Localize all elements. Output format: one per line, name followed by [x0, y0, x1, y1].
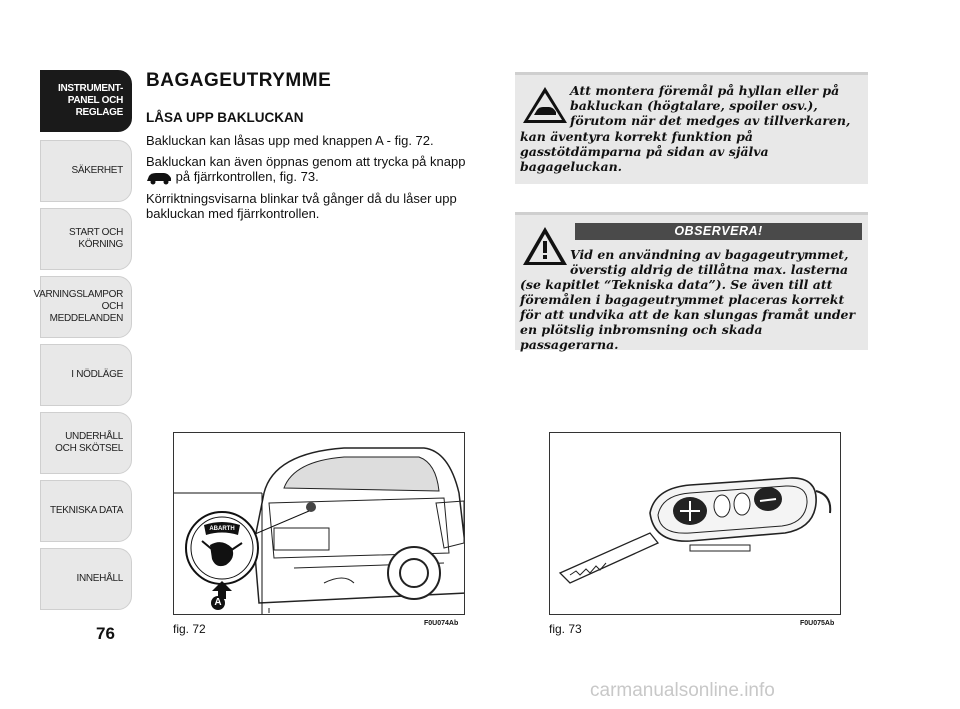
watermark: carmanualsonline.info — [590, 680, 775, 701]
paragraph-1: Bakluckan kan låsas upp med knappen A - fig. 72. — [146, 133, 434, 148]
caution-text-indent: Att montera föremål på hyllan eller på bakluckan (högtalare, spoiler osv.), förutom när det medges av tillverkaren, — [570, 83, 851, 128]
tab-sakerhet[interactable] — [40, 140, 132, 202]
tab-label: START OCH KÖRNING — [69, 227, 123, 250]
tab-label: SÄKERHET — [71, 165, 123, 176]
caution-note — [515, 72, 868, 184]
caution-text-full: kan äventyra korrekt funktion på gasstötdämparna på sidan av själva bagageluckan. — [520, 129, 769, 174]
car-warning-icon — [521, 85, 569, 125]
tab-tekniska-data[interactable] — [40, 480, 132, 542]
observera-text-indent: Vid en användning av bagageutrymmet, överstig aldrig de tillåtna max. lasterna — [570, 247, 849, 277]
fig73-code: F0U075Ab — [800, 620, 835, 627]
tab-label: UNDERHÅLL OCH SKÖTSEL — [55, 431, 123, 454]
car-rear-illustration — [174, 433, 465, 615]
observera-header: OBSERVERA! — [575, 223, 862, 240]
tab-underhall[interactable] — [40, 412, 132, 474]
exclamation-warning-icon — [521, 225, 569, 267]
tab-label: INSTRUMENT- PANEL OCH REGLAGE — [57, 83, 123, 118]
page-number: 76 — [96, 624, 115, 643]
fig72-caption: fig. 72 — [173, 622, 206, 636]
paragraph-2-end: på fjärrkontrollen, fig. 73. — [175, 169, 319, 184]
fig72-code: F0U074Ab — [424, 620, 459, 627]
remote-key-illustration — [550, 433, 841, 615]
paragraph-2-start: Bakluckan kan även öppnas genom att trycka på knapp — [146, 154, 466, 169]
tab-instrumentpanel[interactable] — [40, 70, 132, 132]
abarth-badge-label: ABARTH — [209, 526, 235, 532]
tab-start-korning[interactable] — [40, 208, 132, 270]
car-trunk-icon — [146, 171, 172, 185]
page-title: BAGAGEUTRYMME — [146, 70, 332, 91]
tab-i-nodlage[interactable] — [40, 344, 132, 406]
observera-note — [515, 212, 868, 350]
tab-label: VARNINGSLAMPOR OCH MEDDELANDEN — [33, 289, 123, 324]
section-heading: LÅSA UPP BAKLUCKAN — [146, 110, 304, 125]
figure-72 — [173, 432, 465, 615]
tab-varningslampor[interactable] — [33, 276, 132, 338]
tab-innehall[interactable] — [40, 548, 132, 610]
figure-73 — [549, 432, 841, 615]
tab-label: INNEHÅLL — [76, 573, 123, 584]
tab-label: TEKNISKA DATA — [50, 505, 123, 516]
observera-text-full: (se kapitlet “Tekniska data”). Se även till att föremålen i bagageutrymmet placeras korrekt för att undvika att de kan slungas framåt under en plötslig inbromsning och skada passagerarna. — [520, 277, 856, 352]
paragraph-3: Körriktningsvisarna blinkar två gånger då du låser upp bakluckan med fjärrkontrollen. — [146, 190, 457, 221]
fig73-caption: fig. 73 — [549, 622, 582, 636]
paragraph-2 — [146, 154, 486, 185]
tab-label: I NÖDLÄGE — [71, 369, 123, 380]
main-text — [146, 70, 486, 227]
marker-a: A — [211, 596, 225, 610]
